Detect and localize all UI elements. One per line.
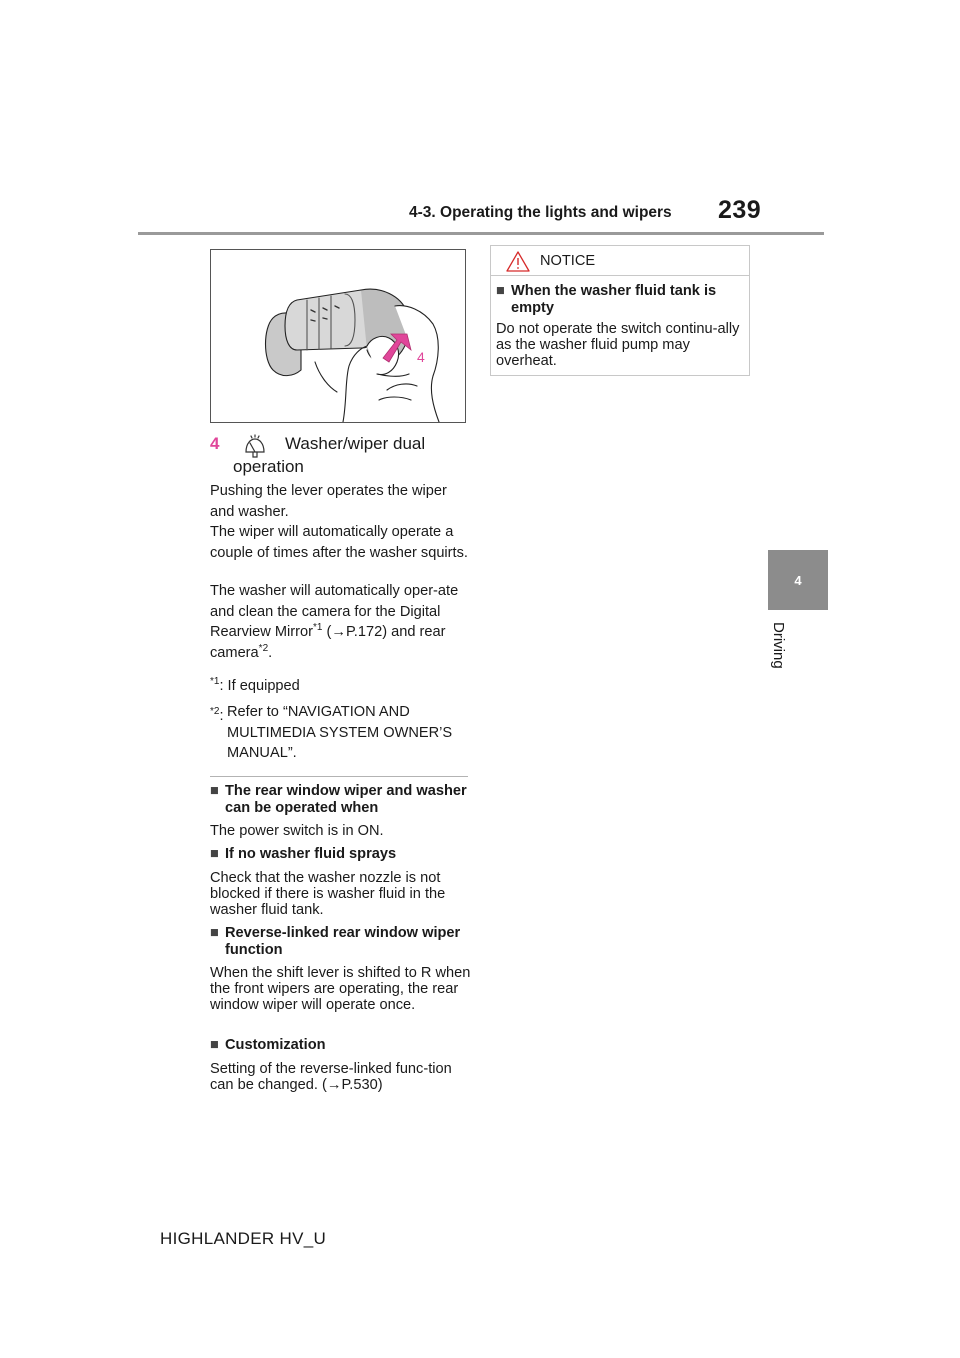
section-body-customization	[210, 1061, 472, 1093]
section-heading-reverse-linked	[210, 925, 480, 959]
footnote-1	[210, 676, 300, 694]
section-title: 4-3. Operating the lights and wipers	[409, 204, 672, 221]
section-heading-text: The rear window wiper and washer can be operated when	[225, 783, 467, 816]
section-heading-text: If no washer fluid sprays	[225, 846, 397, 862]
section-heading-text: Reverse-linked rear window wiper function	[225, 925, 461, 958]
section-body-no-spray: Check that the washer nozzle is not blocked if there is washer fluid in the washer fluid tank.	[210, 870, 446, 918]
paragraph-camera-clean	[210, 581, 472, 663]
bullet-square-icon: ■	[210, 783, 219, 799]
footnote-ref-2: *2	[258, 642, 269, 654]
footnote-1-text: : If equipped	[219, 677, 300, 694]
footnote-2-text: Refer to “NAVIGATION AND MULTIMEDIA SYSTEM OWNER’S MANUAL”.	[227, 704, 453, 761]
chapter-label	[770, 622, 790, 682]
section-heading-no-spray	[210, 846, 480, 864]
section-body-reverse-linked: When the shift lever is shifted to R when the front wipers are operating, the rear window wiper will operate once.	[210, 965, 471, 1013]
arrow-icon: →	[326, 1077, 342, 1093]
notice-heading	[496, 283, 746, 317]
item-title-line2: operation	[233, 457, 304, 476]
footnote-2-marker: *2	[210, 706, 220, 717]
footnote-2-colon: :	[219, 707, 224, 724]
page-ref-530[interactable]: P.530)	[341, 1077, 383, 1093]
p3-text-c: and rear camera	[210, 624, 446, 661]
section-divider	[210, 776, 468, 777]
figure-callout-number: 4	[417, 349, 425, 365]
washer-wiper-icon	[243, 434, 267, 458]
item-number: 4	[210, 434, 220, 453]
customization-text: Setting of the reverse-linked func-tion can be changed. (	[210, 1061, 452, 1093]
item-title-line1: Washer/wiper dual	[285, 434, 426, 453]
header-divider	[138, 232, 824, 235]
p3-text-b: (	[322, 624, 332, 640]
bullet-square-icon: ■	[496, 283, 505, 299]
warning-triangle-icon	[505, 250, 531, 273]
footnote-1-marker: *1	[210, 676, 220, 687]
footnote-ref-1: *1	[312, 622, 323, 634]
section-heading-text: Customization	[225, 1037, 326, 1053]
section-body-rear-wiper: The power switch is in ON.	[210, 823, 384, 839]
page-number: 239	[718, 196, 762, 224]
chapter-number: 4	[794, 572, 802, 588]
bullet-square-icon: ■	[210, 1037, 219, 1053]
notice-body: Do not operate the switch continu-ally as the washer fluid pump may overheat.	[496, 321, 740, 369]
p3-text-a: The washer will automatically oper-ate and clean the camera for the Digital Rearview Mirror	[210, 583, 459, 640]
paragraph-lever-operation: Pushing the lever operates the wiper and washer.	[210, 483, 447, 520]
wiper-lever-illustration	[210, 249, 466, 423]
notice-heading-text: When the washer fluid tank is empty	[511, 283, 717, 316]
footer-model-name: HIGHLANDER HV_U	[160, 1229, 327, 1248]
page-ref-172[interactable]: P.172)	[345, 624, 388, 640]
p3-text-d: .	[268, 644, 273, 661]
bullet-square-icon: ■	[210, 846, 219, 862]
section-heading-rear-wiper	[210, 783, 480, 817]
chapter-label-text: Driving	[770, 622, 787, 669]
arrow-icon: →	[331, 624, 346, 640]
hand-lever-drawing	[211, 250, 465, 422]
bullet-square-icon: ■	[210, 925, 219, 941]
section-heading-customization	[210, 1037, 480, 1055]
paragraph-auto-wipe: The wiper will automatically operate a couple of times after the washer squirts.	[210, 524, 468, 561]
notice-label: NOTICE	[540, 253, 596, 269]
chapter-tab[interactable]	[768, 550, 828, 610]
